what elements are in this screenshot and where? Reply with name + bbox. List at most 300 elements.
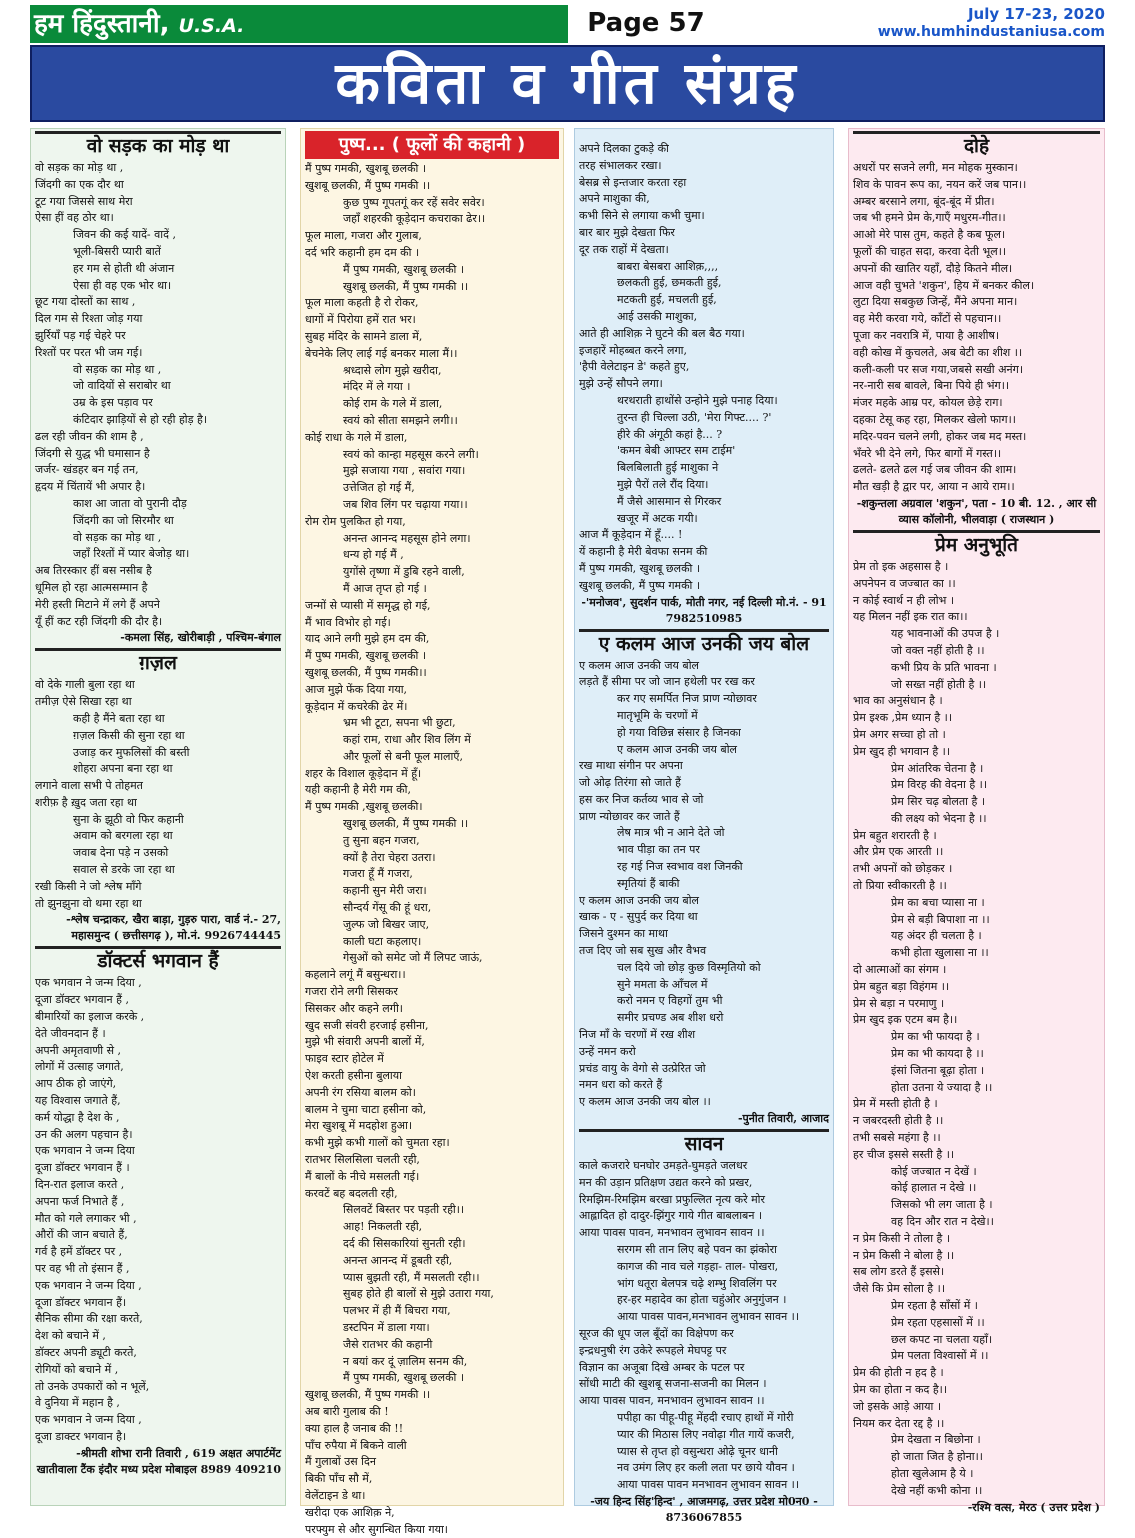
poem-line: भाव पीड़ा का तन पर [617, 843, 700, 857]
poem-line: छूट गया दोस्तों का साथ , [35, 295, 136, 309]
poem-line: आया पावस पावन, मनभावन लुभावन सावन ।। [579, 1394, 765, 1408]
poem-line: यह अंदर ही चलता है । [891, 929, 982, 943]
poem-line: प्रेम की होती न हद है । [853, 1366, 944, 1380]
poem-line: प्रेम में मस्ती होती है । [853, 1097, 938, 1111]
poem-line: मन की उड़ान प्रतिक्षण उद्यत करने को प्रखर, [579, 1175, 753, 1189]
poem-line: हीरे की अंगूठी कहां है... ? [617, 427, 723, 441]
poem-title-ghazal: ग़ज़ल [35, 648, 281, 675]
poem-line: अपनी अमृतवाणी से , [35, 1043, 122, 1057]
poem-line: भाव का अनुसंधान है । [853, 694, 943, 708]
poem-line: जिसने दुश्मन का माथा [579, 927, 668, 941]
poem-author-dohe: -शकुन्तला अग्रवाल 'शकुन', पता - 10 बी. 12. , आर सी व्यास कॉलोनी, भीलवाड़ा ( राजस्थान ) [856, 496, 1097, 526]
poem-title-mod: वो सड़क का मोड़ था [35, 131, 281, 158]
poem-line: आया पावस पावन मनभावन लुभावन सावन ।। [617, 1478, 800, 1492]
poem-line: अम्बर बरसाने लगा, बूंद-बूंद में प्रीत। [853, 194, 995, 208]
poem-line: भ्रम भी टूटा, सपना भी छुटा, [343, 716, 456, 730]
section-title: कविता व गीत संग्रह [335, 49, 800, 117]
poem-line: आया पावस पावन,मनभावन लुभावन सावन ।। [617, 1310, 800, 1324]
poem-line: जब भी हमने प्रेम के,गाएँ मधुरम-गीत।। [853, 211, 1006, 225]
page-number: Page 57 [587, 8, 705, 38]
poem-line: सैनिक सीमा की रक्षा करते, [35, 1312, 143, 1326]
poem-line: औरों की जान बचाते हैं, [35, 1228, 128, 1242]
poem-line: मैं आज तृप्त हो गई । [343, 581, 427, 595]
poem-line: आते ही आशिक़ ने घुटने की बल बैठ गया। [579, 326, 745, 340]
poem-line: तुरन्त ही चिल्ला उठी, 'मेरा गिफ्ट.... ?' [617, 410, 772, 424]
poem-line: प्रचंड वायु के वेगो से उत्प्रेरित जो [579, 1061, 706, 1075]
poem-line: जुल्फ जो बिखर जाए, [343, 917, 430, 931]
poem-line: सरगम सी तान लिए बहे पवन का झंकोरा [617, 1243, 777, 1257]
poem-line: करवटें बह बदलती रही, [305, 1186, 398, 1200]
poem-line: धन्य हो गई मैं , [343, 548, 404, 562]
paper-name-text: हम हिंदुस्तानी, [34, 9, 170, 39]
poem-line: जिंदगी से युद्ध भी घमासान है [35, 446, 150, 460]
poem-line: सुने ममता के आँचल में [617, 977, 708, 991]
poem-line: खाक - ए - सुपुर्द कर दिया था [579, 910, 698, 924]
poem-line: कोई राधा के गले में डाला, [305, 430, 408, 444]
poem-line: पाँच रुपैया में बिकने वाली [305, 1438, 407, 1452]
poem-line: भूली-बिसरी प्यारी बातें [73, 244, 161, 258]
poem-line: न प्रेम किसी ने तोला है । [853, 1231, 951, 1245]
poem-line: जिसको भी लग जाता है । [891, 1198, 993, 1212]
poem-line: फूल माला कहती है रो रोकर, [305, 296, 419, 310]
poem-line: प्रेम रहता है साँसों में । [891, 1299, 978, 1312]
poem-line: प्रेम अगर सच्चा हो तो । [853, 727, 946, 741]
poem-line: सूरज की धूप जल बूँदों का विक्षेपण कर [579, 1327, 734, 1340]
poem-line: टूट गया जिससे साथ मेरा [35, 194, 133, 208]
poem-line: कोई राम के गले में डाला, [343, 397, 443, 411]
column-3 [574, 128, 834, 1524]
poem-line: वही कोख में कुचलते, अब बेटी का शीश ।। [853, 345, 1023, 359]
poem-body-dohe [849, 160, 1104, 496]
poem-line: मदिर-पवन चलने लगी, होकर जब मद मस्त। [853, 429, 1027, 443]
poem-body-prem [849, 559, 1104, 1500]
poem-line: दर्द की सिसकारियां सुनती रही। [343, 1237, 466, 1250]
poem-line: जन्मों से प्यासी में समृद्ध हो गई, [305, 598, 431, 612]
poem-line: कोई हालात न देखे ।। [891, 1181, 977, 1195]
poem-line: श्रध्दासे लोग मुझे खरीदा, [343, 363, 442, 377]
poem-line: याद आने लगी मुझे हम दम की, [305, 632, 430, 646]
poem-line: दर्द भरि कहानी हम दम की । [305, 245, 420, 259]
poem-line: नमन धरा को करते हैं [579, 1078, 663, 1092]
poem-line: लगाने वाला सभी पे तोहमत [35, 779, 143, 793]
poem-line: न बयां कर दूं ज़ालिम सनम की, [343, 1354, 468, 1368]
poem-line: होता खुलेआम है ये । [891, 1466, 974, 1480]
poem-line: अपनी रंग रसिया बालम को। [305, 1085, 416, 1099]
poem-line: हर चीज इससे सस्ती है ।। [853, 1147, 955, 1161]
poem-line: उजाड़ कर मुफलिसों की बस्ती [73, 745, 190, 759]
poem-line: क्यों है तेरा चेहरा उतरा। [343, 850, 436, 864]
poem-line: दूजा डाक्टर भगवान है। [35, 1429, 127, 1443]
poem-line: मैं पुष्प गमकी, खुशबू छलकी । [343, 262, 465, 276]
poem-line: अब तिरस्कार हीं बस नसीब है [35, 564, 152, 578]
poem-line: काश आ जाता वो पुरानी दौड़ [73, 496, 187, 510]
poem-line: कभी होता खुलासा ना ।। [891, 946, 989, 960]
poem-line: चल दिये जो छोड़ कुछ विस्मृतियो को [617, 960, 761, 974]
poem-line: मैं जैसे आसमान से गिरकर [617, 494, 722, 508]
poem-line: अपनेपन व जज्बात का ।। [853, 576, 956, 590]
poem-line: खजूर में अटक गयी। [617, 511, 698, 525]
poem-line: जो वक्त नहीं होती है ।। [891, 643, 985, 657]
poem-line: प्रेम तो इक अहसास है । [853, 559, 949, 573]
poem-line: प्रेम खुद इक एटम बम है।। [853, 1013, 958, 1027]
column-4 [848, 128, 1105, 1514]
poem-line: हो गया विछिन्न संसार है जिनका [617, 725, 741, 739]
poem-line: अपने माशुका की, [579, 192, 650, 206]
poem-line: थरथराती हाथोंसे उन्होने मुझे पनाह दिया। [617, 393, 778, 407]
poem-line: पूजा कर नवरात्रि में, पाया है आशीष। [853, 328, 1000, 342]
poem-line: वह मेरी करवा गये, काँटों से पहचान।। [853, 312, 1002, 326]
poem-line: बार बार मुझे देखता फिर [579, 225, 675, 239]
poem-line: ए कलम आज उनकी जय बोल ।। [579, 1095, 711, 1109]
poem-line: ए कलम आज उनकी जय बोल [579, 658, 700, 672]
poem-line: प्यार की मिठास लिए नवोढ़ा गीत गायें कजरी, [617, 1427, 795, 1441]
poem-line: पर वह भी तो इंसान हैं , [35, 1262, 130, 1276]
poem-body-pushp [301, 161, 563, 1538]
poem-line: तज दिए जो सब सुख और वैभव [579, 944, 707, 958]
poem-body-doctors [31, 975, 285, 1445]
poem-line: स्वयं को कान्हा महसूस करने लगी। [343, 447, 479, 461]
poem-line: अनन्त आनन्द महसूस होने लगा। [343, 531, 471, 545]
poem-line: गजरा हूँ मैं गजरा, [343, 867, 413, 881]
poem-line: देते जीवनदान हैं । [35, 1026, 106, 1040]
masthead [30, 5, 1105, 43]
poem-line: मैं पुष्प गमकी, खुशबू छलकी । [579, 561, 701, 575]
poem-line: अपना फर्ज निभाते हैं , [35, 1194, 125, 1208]
poem-line: हस कर निज कर्तव्य भाव से जो [579, 792, 704, 806]
poem-line: मातृभूमि के चरणों में [617, 708, 698, 722]
poem-line: और प्रेम एक आरती ।। [853, 845, 944, 859]
poem-line: जहाँ रिश्तों में प्यार बेजोड़ था। [73, 547, 190, 561]
poem-line: मटकती हुई, मचलती हुई, [617, 293, 717, 307]
poem-line: अपनों की खातिर यहाँ, दौड़े कितने मील। [853, 261, 1013, 275]
poem-body-dilka [575, 129, 833, 595]
poem-line: देश को बचाने में , [35, 1329, 106, 1343]
poem-line: हर गम से होती थी अंजान [73, 261, 175, 275]
poem-line: मुझे भी संवारी अपनी बालों में, [305, 1035, 425, 1049]
poem-line: तो उनके उपकारों को न भूलें, [35, 1379, 150, 1393]
poem-line: अधरों पर सजने लगी, मन मोहक मुस्कान। [853, 161, 1018, 174]
poem-line: पलभर में ही मैं बिचरा गया, [343, 1304, 451, 1318]
poem-line: मैं पुष्प गमकी, खुशबू छलकी । [305, 649, 427, 663]
section-banner [30, 45, 1105, 122]
poem-line: मौत को गले लगाकर भी , [35, 1211, 137, 1225]
poem-line: यही कहानी है मेरी गम की, [305, 783, 411, 797]
poem-line: मुझे सजाया गया , सवांरा गया। [343, 464, 466, 478]
poem-line: और फूलों से बनी फूल मालाएँ, [343, 749, 463, 763]
poem-line: सुबह होते ही बालों से मुझे उतारा गया, [343, 1287, 494, 1301]
poem-body-kalam [575, 658, 833, 1112]
poem-line: प्राण न्योछावर कर जाते हैं [579, 809, 680, 823]
column-1 [30, 128, 286, 1506]
poem-line: ढल रही जीवन की शाम है , [35, 429, 144, 443]
poem-line: प्यास बुझती रही, मैं मसलती रही।। [343, 1270, 480, 1284]
poem-line: न प्रेम किसी ने बोला है ।। [853, 1248, 955, 1262]
poem-line: यें कहानी है मेरी बेवफा सनम की [579, 545, 708, 559]
poem-line: मंजर महके आम्र पर, कोयल छेड़े राग। [853, 396, 1003, 410]
poem-line: भांग धतूरा बेलपत्र चढ़े शम्भु शिवलिंग पर [617, 1276, 777, 1290]
poem-title-pushp: पुष्प... ( फूलों की कहानी ) [305, 131, 559, 159]
poem-author-mod: -कमला सिंह, खोरीबाड़ी , पश्चिम-बंगाल [120, 631, 281, 645]
poem-title-dohe: दोहे [853, 131, 1100, 158]
poem-line: काली घटा कहलाए। [343, 934, 422, 948]
poem-line: दूजा डॉक्टर भगवान हैं , [35, 993, 129, 1007]
poem-line: प्रेम आंतरिक चेतना है । [891, 761, 984, 775]
poem-line: जर्जर- खंडहर बन गई तन, [35, 463, 139, 477]
poem-line: ऐसा हीं वह ठोर था। [35, 211, 114, 225]
poem-line: प्रेम का बचा प्यासा ना । [891, 895, 985, 909]
poem-line: कभी सिने से लगाया कभी चुमा। [579, 209, 705, 223]
paper-suffix: U.S.A. [178, 15, 245, 37]
poem-line: क्या हाल है जनाब की !! [305, 1421, 404, 1435]
poem-line: ग़ज़ल किसी की सुना रहा था [73, 728, 185, 742]
poem-line: रोम रोम पुलकित हो गया, [305, 514, 406, 528]
poem-line: फूलों की चाहत सदा, करवा देती भूल।। [853, 244, 1007, 258]
poem-line: एक भगवान ने जन्म दिया , [35, 1413, 142, 1427]
poem-line: दूर तक राहों में देखता। [579, 242, 669, 256]
poem-line: लड़ते हैं सीमा पर जो जान हथेली पर रख कर [579, 675, 755, 689]
poem-line: नियम कर देता रद्द है ।। [853, 1416, 945, 1430]
poem-line: प्यास से तृप्त हो वसुन्धरा ओढ़े चूनर धानी [617, 1444, 778, 1458]
poem-line: कभी मुझे कभी गालों को चुमता रहा। [305, 1136, 450, 1150]
poem-line: न कोई स्वार्थ न ही लोभ । [853, 593, 955, 607]
poem-line: रह गई निज स्वभाव वश जिनकी [617, 860, 743, 874]
poem-line: प्रेम विरह की वेदना है ।। [891, 778, 988, 792]
poem-body-mod [31, 160, 285, 630]
poem-line: निज माँ के चरणों में रख शीश [579, 1028, 696, 1042]
poem-line: ढलते- ढलते ढल गई जब जीवन की शाम। [853, 463, 1017, 477]
poem-line: दिन-रात इलाज करते , [35, 1178, 125, 1192]
poem-line: मैं पुष्प गमकी ,खुशबू छलकी। [305, 800, 423, 814]
poem-line: ए कलम आज उनकी जय बोल [579, 893, 700, 907]
poem-line: हर-हर महादेव का होता चहुंओर अनुगुंजन । [617, 1293, 787, 1307]
poem-line: तु सुना बहन गजरा, [343, 833, 420, 847]
poem-line: तभी सबसे महंगा है ।। [853, 1131, 941, 1145]
poem-line: कहलाने लगूं मैं बसुन्धरा।। [305, 968, 406, 982]
poem-line: उत्तेजित हो गई मैं, [343, 481, 415, 495]
poem-line: परफ्युम से और सुगन्धित किया गया। [305, 1522, 448, 1536]
poem-author-prem: -रश्मि वत्स, मेरठ ( उत्तर प्रदेश ) [967, 1500, 1100, 1514]
poem-line: आओ मेरे पास तुम, कहते है कब फूल। [853, 228, 1006, 242]
poem-line: अनन्त आनन्द में डूबती रही, [343, 1253, 453, 1267]
poem-line: मौत खड़ी है द्वार पर, आया न आये राम।। [853, 480, 1015, 494]
poem-line: कंटिदार झाड़ियों से हो रही होड़ है। [73, 412, 208, 426]
poem-line: कही है मैंने बता रहा था [73, 711, 165, 725]
poem-line: सब लोग डरते हैं इससे। [853, 1265, 945, 1279]
poem-line: तभी अपनों को छोड़कर । [853, 862, 953, 876]
poem-line: तरह संभालकर रखा। [579, 158, 662, 172]
poem-line: अपने दिलका टुकड़े की [579, 142, 669, 155]
poem-line: कली-कली पर सज गया,जबसे सखी अनंग। [853, 362, 1024, 376]
poem-line: जिंदगी का जो सिरमौर था [73, 513, 174, 527]
poem-line: दिल गम से रिश्ता जोड़ गया [35, 312, 143, 326]
poem-line: जिवन की कई यादें- वादें , [73, 228, 176, 242]
poem-line: छलकती हुई, छमकती हुई, [617, 276, 722, 290]
poem-line: सिसकर और कहने लगी। [305, 1001, 403, 1015]
poem-line: वेलेंटाइन डे था। [305, 1488, 366, 1502]
poem-line: मैं गुलाबों उस दिन [305, 1455, 376, 1469]
poem-line: एक भगवान ने जन्म दिया [35, 1144, 135, 1158]
poem-line: लेष मात्र भी न आने देते जो [617, 826, 725, 840]
poem-line: विज्ञान का अजूबा दिखे अम्बर के पटल पर [579, 1360, 745, 1374]
poem-body-sawan [575, 1158, 833, 1494]
poem-line: यह मिलन नहीं इक रात का।। [853, 610, 968, 624]
poem-line: बिलबिलाती हुई माशुका ने [617, 461, 719, 475]
poem-line: उन्हें नमन करो [579, 1044, 636, 1058]
poem-line: ए कलम आज उनकी जय बोल [617, 742, 738, 756]
poem-line: मुझे उन्हें सौपने लगा। [579, 377, 663, 391]
poem-line: प्रेम इश्क ,प्रेम ध्यान है ।। [853, 711, 953, 725]
poem-line: स्मृतियां हैं बाकी [617, 876, 680, 890]
poem-line: वो सड़क का मोड़ था , [73, 362, 162, 376]
poem-line: सौन्दर्य गेंसू की हूं धरा, [343, 901, 432, 915]
poem-line: जवाब देना पड़े न उसको [73, 846, 169, 860]
poem-line: समीर प्रचण्ड अब शीश धरो [617, 1011, 724, 1025]
poem-line: करो नमन ए विहगों तुम भी [617, 994, 723, 1008]
poem-line: प्रेम का भी फायदा है । [891, 1030, 980, 1044]
poem-line: मैं पुष्प गमकी, खुशबू छलकी । [305, 162, 427, 175]
poem-line: प्रेम सिर चढ़ बोलता है । [891, 795, 985, 809]
poem-line: काले कजरारे घनघोर उमड़ते-घुमड़ते जलधर [579, 1159, 748, 1173]
poem-line: कर्म योद्धा है देश के , [35, 1110, 120, 1124]
page-tab [562, 5, 724, 43]
poem-line: सुना के झूठी वो फिर कहानी [73, 812, 184, 826]
poem-author-dilka: -'मनोजव', सुदर्शन पार्क, मोती नगर, नई दिल्ली मो.नं. - 91 7982510985 [581, 595, 827, 625]
poem-line: न जबरदस्ती होती है ।। [853, 1114, 944, 1128]
poem-line: हृदय में चिंतायें भी अपार है। [35, 480, 146, 494]
poem-line: कहानी सुन मेरी जरा। [343, 884, 427, 898]
poem-title-prem: प्रेम अनुभूति [853, 530, 1100, 557]
date-box [878, 5, 1105, 41]
poem-line: हो जाता जित है होना।। [891, 1450, 983, 1464]
poem-line: जो वादियों से सराबोर था [73, 379, 171, 393]
poem-line: 'कमन बेबी आफ्टर सम टाईम' [617, 444, 736, 458]
poem-line: कर गए समर्पित निज प्राण न्योछावर [617, 692, 757, 706]
poem-line: खुशबू छलकी, मैं पुष्प गमकी ।। [305, 178, 431, 192]
poem-line: तमीज़ ऐसे सिखा रहा था [35, 695, 132, 709]
paper-name [30, 5, 562, 43]
poem-line: नव उमंग लिए हर कली लता पर छाये यौवन । [617, 1461, 795, 1475]
poem-line: खुशबू छलकी, मैं पुष्प गमकी । [579, 578, 701, 592]
poem-line: रख माथा संगीन पर अपना [579, 759, 683, 773]
poem-author-sawan: -जय हिन्द सिंह'हिन्द' , आजमगढ़, उत्तर प्रदेश मो0न0 - 8736067855 [590, 1494, 818, 1524]
poem-line: उन की अलग पहचान है। [35, 1127, 133, 1141]
poem-line: प्रेम से बड़ा न परमाणु । [853, 996, 945, 1010]
poem-line: जब शिव लिंग पर चढ़ाया गया।। [343, 497, 468, 511]
poem-line: आह्लादित हो दादुर-झिंगुर गाये गीत बाबलाबन । [579, 1209, 763, 1223]
poem-line: शरीफ़ है ख़ुद जता रहा था [35, 795, 137, 809]
column-2 [300, 128, 564, 1536]
poem-line: खुशबू छलकी, मैं पुष्प गमकी।। [305, 665, 427, 679]
poem-line: डॉक्टर अपनी ड्यूटी करते, [35, 1346, 137, 1359]
poem-line: सिलवटें बिस्तर पर पड़ती रही।। [343, 1203, 465, 1217]
poem-line: एक भगवान ने जन्म दिया , [35, 976, 142, 990]
poem-line: मेरा खुशबू में मदहोश हुआ। [305, 1119, 413, 1133]
poem-line: दहका टेसू कह रहा, मिलकर खेलो फाग।। [853, 412, 1016, 426]
poem-line: फाइव स्टार होटेल में [305, 1052, 384, 1066]
poem-line: बेचनेके लिए लाई गई बनकर माला मैं।। [305, 346, 458, 360]
website-link[interactable]: www.humhindustaniusa.com [877, 24, 1105, 40]
poem-line: प्रेम से बड़ी बिपाशा ना ।। [891, 912, 990, 926]
poem-line: कूड़ेदान में कचरेकी ढेर में। [305, 699, 408, 713]
poem-line: यूँ हीं कट रही जिंदगी की दौर है। [35, 614, 163, 628]
poem-line: फूल माला, गजरा और गुलाब, [305, 229, 422, 243]
poem-line: आया पावस पावन, मनभावन लुभावन सावन ।। [579, 1226, 765, 1240]
poem-line: खुशबू छलकी, मैं पुष्प गमकी ।। [343, 817, 469, 831]
poem-line: ऐसा ही वह एक भोर था। [73, 278, 172, 292]
poem-line: रिमझिम-रिमझिम बरखा प्रफुल्लित नृत्य करे मोर [579, 1192, 765, 1206]
poem-line: कोई जज्बात न देखें । [891, 1164, 977, 1178]
poem-line: खुशबू छलकी, मैं पुष्प गमकी ।। [343, 279, 469, 293]
poem-line: आई उसकी माशुका, [617, 309, 698, 323]
poem-line: लोगों में उत्साह जगाते, [35, 1060, 124, 1074]
poem-line: दो आत्माओं का संगम । [853, 963, 947, 977]
poem-line: जो इसके आड़े आया । [853, 1399, 942, 1413]
poem-line: कुछ पुष्प गूपतगूं कर रहें सवेर सवेर। [343, 195, 485, 209]
poem-line: दूजा डॉक्टर भगवान हैं । [35, 1161, 130, 1175]
poem-line: जो ओढ़ तिरंगा सो जाते हैं [579, 776, 682, 790]
poem-line: रखी किसी ने जो श्लेष माँगे [35, 879, 142, 893]
poem-line: जैसे कि प्रेम सोला है ।। [853, 1282, 945, 1296]
poem-line: देखे नहीं कभी कोना ।। [891, 1483, 983, 1497]
poem-body-ghazal [31, 677, 285, 912]
poem-line: सुबह मंदिर के सामने डाला में, [305, 329, 423, 343]
poem-line: ऐश करती हसीना बुलाया [305, 1069, 403, 1083]
poem-line: आज वही चुभते 'शकुन', हिय में बनकर कील। [853, 278, 1035, 292]
poem-line: कभी प्रिय के प्रति भावना । [891, 660, 997, 674]
poem-line: शोहरा अपना बना रहा था [73, 762, 173, 776]
poem-line: स्वयं को सीता समझने लगी।। [343, 413, 458, 427]
poem-line: आह! निकलती रही, [343, 1220, 423, 1234]
poem-line: यह भावनाओं की उपज है । [891, 627, 1000, 641]
poem-line: गर्व है हमें डॉक्टर पर , [35, 1245, 123, 1259]
poem-line: वो सड़क का मोड़ था , [35, 161, 124, 174]
poem-line: छल कपट ना चलता यहाँ। [891, 1332, 993, 1346]
poem-line: बाबरा बेसबरा आशिक़,,,, [617, 259, 719, 273]
poem-line: होता उतना ये ज्यादा है ।। [891, 1080, 993, 1094]
poem-author-doctors: -श्रीमती शोभा रानी तिवारी , 619 अक्षत अपार्टमेंट खातीवाला टैंक इंदौर मध्य प्रदेश मोबाइल 8989 409210 [36, 1446, 281, 1476]
poem-line: बिकी पाँच सौ में, [305, 1472, 373, 1486]
poem-line: बीमारियों का इलाज करके , [35, 1010, 145, 1024]
poem-line: कहां राम, राधा और शिव लिंग में [343, 733, 471, 747]
poem-line: आप ठीक हो जाएंगे, [35, 1077, 117, 1091]
poem-line: लुटा दिया सबकुछ जिन्हें, मैंने अपना मान। [853, 295, 1018, 309]
poem-line: तो प्रिया स्वीकारती है ।। [853, 879, 947, 893]
poem-line: प्रेम देखता न बिछोना । [891, 1433, 981, 1447]
poem-author-ghazal: -श्लेष चन्द्राकर, खैरा बाड़ा, गुड़रु पारा, वार्ड नं.- 27, महासमुन्द ( छत्तीसगढ़ ), मो.नं. 9926744445 [66, 913, 281, 943]
poem-line: प्रेम का भी कायदा है ।। [891, 1047, 984, 1061]
poem-line: मंदिर में ले गया । [343, 380, 411, 394]
poem-line: झुर्रियाँ पड़ गई चेहरे पर [35, 328, 126, 342]
poem-line: बालम ने चुमा चाटा हसीना को, [305, 1102, 427, 1116]
poem-line: वो सड़क का मोड़ था , [73, 530, 162, 544]
poem-line: वे दुनिया में महान है , [35, 1396, 120, 1410]
poem-line: की लक्ष्य को भेदना है ।। [891, 811, 987, 825]
poem-line: दूजा डॉक्टर भगवान हैं। [35, 1295, 127, 1309]
poem-line: खुद सजी संवरी हरजाई हसीना, [305, 1018, 429, 1032]
poem-line: वो देके गाली बुला रहा था [35, 678, 135, 692]
poem-line: इजहारें मोहब्बत करने लगा, [579, 343, 687, 357]
publication-date: July 17-23, 2020 [967, 5, 1105, 23]
poem-line: नर-नारी सब बावले, बिना पिये ही भंग।। [853, 379, 1010, 393]
poem-line: मैं भाव विभोर हो गई। [305, 615, 391, 629]
poem-line: धागों में पिरोया हमें रात भर। [305, 313, 416, 327]
poem-line: उम्र के इस पड़ाव पर [73, 396, 153, 410]
poem-line: अब बारी गुलाब की ! [305, 1404, 389, 1418]
poem-author-kalam: -पुनीत तिवारी, आजाद [737, 1112, 829, 1126]
poem-line: खरीदा एक आशिक़ ने, [305, 1505, 395, 1519]
poem-line: मुझे पैरों तले रौंद दिया। [617, 477, 709, 491]
poem-title-kalam: ए कलम आज उनकी जय बोल [579, 629, 829, 656]
